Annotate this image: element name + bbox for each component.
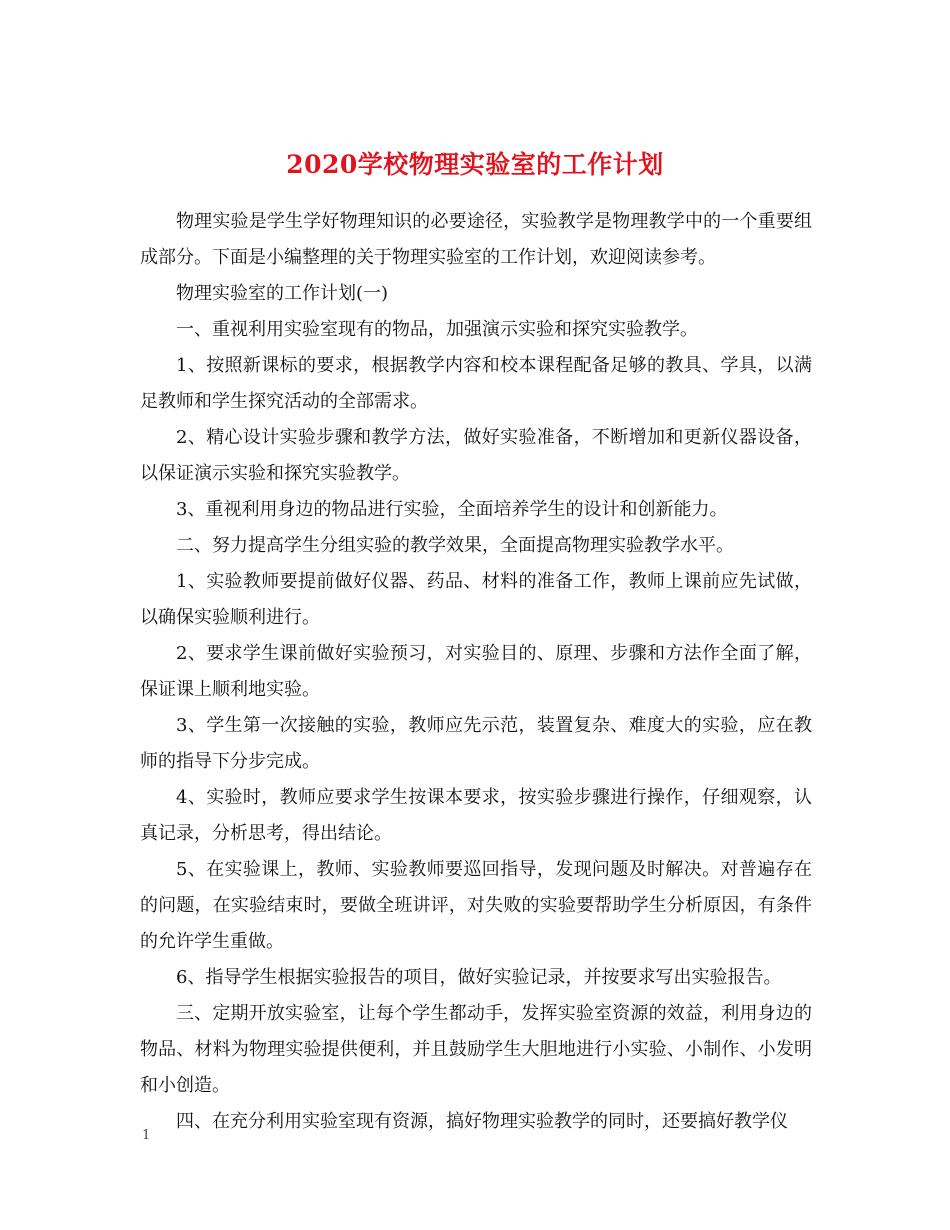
paragraph: 3、学生第一次接触的实验，教师应先示范，装置复杂、难度大的实验，应在教师的指导下分步完成。 [140, 715, 812, 772]
paragraph: 一、重视利用实验室现有的物品，加强演示实验和探究实验教学。 [176, 319, 698, 340]
document-title: 2020学校物理实验室的工作计划 [286, 149, 664, 179]
paragraph-section-heading: 物理实验室的工作计划(一) [176, 283, 389, 304]
paragraph-intro: 物理实验是学生学好物理知识的必要途径，实验教学是物理教学中的一个重要组成部分。下面是小编整理的关于物理实验室的工作计划，欢迎阅读参考。 [140, 211, 812, 268]
paragraph: 2、要求学生课前做好实验预习，对实验目的、原理、步骤和方法作全面了解，保证课上顺利地实验。 [140, 643, 812, 700]
paragraph: 4、实验时，教师应要求学生按课本要求，按实验步骤进行操作，仔细观察，认真记录，分析思考，得出结论。 [140, 787, 812, 844]
paragraph: 四、在充分利用实验室现有资源，搞好物理实验教学的同时，还要搞好教学仪 [176, 1111, 788, 1132]
paragraph: 1、实验教师要提前做好仪器、药品、材料的准备工作，教师上课前应先试做，以确保实验顺利进行。 [140, 571, 812, 628]
document-body [140, 204, 812, 1140]
paragraph: 三、定期开放实验室，让每个学生都动手，发挥实验室资源的效益，利用身边的物品、材料为物理实验提供便利，并且鼓励学生大胆地进行小实验、小制作、小发明和小创造。 [140, 1003, 812, 1096]
paragraph: 1、按照新课标的要求，根据教学内容和校本课程配备足够的教具、学具，以满足教师和学生探究活动的全部需求。 [140, 355, 812, 412]
page-number: 1 [142, 1128, 151, 1143]
paragraph: 6、指导学生根据实验报告的项目，做好实验记录，并按要求写出实验报告。 [176, 967, 782, 988]
paragraph: 3、重视利用身边的物品进行实验，全面培养学生的设计和创新能力。 [176, 499, 728, 520]
paragraph: 5、在实验课上，教师、实验教师要巡回指导，发现问题及时解决。对普遍存在的问题，在实验结束时，要做全班讲评，对失败的实验要帮助学生分析原因，有条件的允许学生重做。 [140, 859, 812, 952]
paragraph: 二、努力提高学生分组实验的教学效果，全面提高物理实验教学水平。 [176, 535, 734, 556]
paragraph: 2、精心设计实验步骤和教学方法，做好实验准备，不断增加和更新仪器设备，以保证演示实验和探究实验教学。 [140, 427, 812, 484]
